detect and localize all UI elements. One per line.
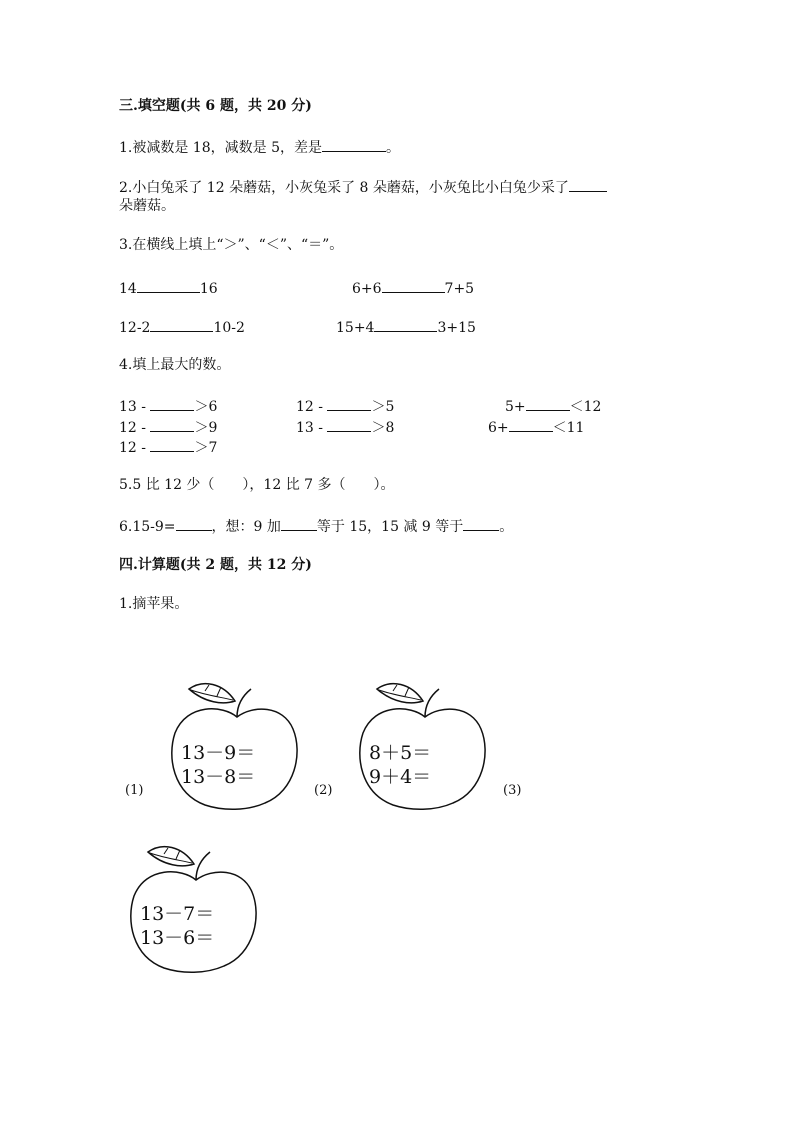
compare-item	[352, 278, 474, 298]
compare-right: 7+5	[444, 281, 475, 297]
compare-right: 3+15	[437, 320, 476, 336]
compare-right: 10-2	[213, 320, 245, 336]
apple-equation: 13－6＝	[140, 927, 215, 949]
compare-left: 15+4	[336, 320, 375, 336]
inequality-right: ＞6	[194, 399, 218, 415]
inequality-right: ＜12	[569, 399, 602, 415]
compare-item	[119, 317, 245, 337]
answer-blank[interactable]	[176, 516, 212, 531]
question-6-part3: 等于 15，15 减 9 等于	[316, 519, 464, 535]
question-2-line2: 朵蘑菇。	[119, 198, 175, 214]
compare-left: 12-2	[119, 320, 151, 336]
compare-left: 6+6	[352, 281, 382, 297]
question-1-text: 1.被减数是 18，减数是 5，差是	[119, 140, 322, 156]
answer-blank[interactable]	[150, 396, 194, 411]
inequality-left: 13 -	[119, 399, 146, 415]
answer-blank[interactable]	[569, 177, 607, 192]
question-3-title: 3.在横线上填上“＞”、“＜”、“＝”。	[119, 237, 344, 253]
inequality-right: ＞8	[371, 420, 395, 436]
inequality-left: 12 -	[119, 420, 146, 436]
question-6-part1: 6.15-9=	[119, 519, 176, 535]
inequality-item	[119, 437, 217, 457]
inequality-item	[296, 417, 394, 437]
question-2-line1	[119, 177, 607, 197]
answer-blank[interactable]	[509, 417, 553, 432]
compare-item	[119, 278, 218, 298]
question-5: 5.5 比 12 少（ ），12 比 7 多（ ）。	[119, 477, 395, 493]
answer-blank[interactable]	[374, 317, 437, 332]
inequality-item	[488, 417, 584, 437]
apple-equation: 8＋5＝	[369, 742, 432, 764]
answer-blank[interactable]	[281, 516, 317, 531]
apple-illustration	[353, 675, 493, 815]
question-6-part4: 。	[499, 519, 514, 535]
question-6-part2: ，想：9 加	[211, 519, 281, 535]
answer-blank[interactable]	[382, 278, 445, 293]
answer-blank[interactable]	[150, 317, 213, 332]
inequality-right: ＞9	[194, 420, 218, 436]
inequality-right: ＞5	[371, 399, 395, 415]
inequality-left: 12 -	[296, 399, 323, 415]
inequality-left: 5+	[505, 399, 526, 415]
compare-item	[336, 317, 476, 337]
inequality-item	[119, 396, 217, 416]
section4-heading: 四.计算题(共 2 题，共 12 分)	[119, 557, 312, 573]
answer-blank[interactable]	[150, 437, 194, 452]
apple-equation: 13－9＝	[181, 742, 256, 764]
inequality-item	[296, 396, 394, 416]
apple-illustration	[165, 675, 305, 815]
section4-question-1-title: 1.摘苹果。	[119, 596, 189, 612]
inequality-left: 12 -	[119, 440, 146, 456]
inequality-item	[505, 396, 601, 416]
answer-blank[interactable]	[322, 137, 386, 152]
section3-heading: 三.填空题(共 6 题，共 20 分)	[119, 98, 312, 114]
inequality-right: ＜11	[552, 420, 585, 436]
answer-blank[interactable]	[526, 396, 570, 411]
inequality-right: ＞7	[194, 440, 218, 456]
question-6	[119, 516, 513, 536]
answer-blank[interactable]	[137, 278, 200, 293]
question-2-text: 2.小白兔采了 12 朵蘑菇，小灰兔采了 8 朵蘑菇，小灰兔比小白兔少采了	[119, 180, 569, 196]
inequality-item	[119, 417, 217, 437]
apple-label: (1)	[125, 783, 144, 798]
compare-left: 14	[119, 281, 137, 297]
answer-blank[interactable]	[327, 396, 371, 411]
apple-illustration	[124, 838, 264, 978]
compare-right: 16	[199, 281, 218, 297]
answer-blank[interactable]	[463, 516, 499, 531]
question-1-end: 。	[385, 140, 400, 156]
answer-blank[interactable]	[150, 417, 194, 432]
apple-equation: 13－8＝	[181, 766, 256, 788]
apple-label: (3)	[503, 783, 522, 798]
answer-blank[interactable]	[327, 417, 371, 432]
inequality-left: 13 -	[296, 420, 323, 436]
apple-label: (2)	[314, 783, 333, 798]
question-4-title: 4.填上最大的数。	[119, 357, 231, 373]
question-1	[119, 137, 400, 157]
apple-equation: 9＋4＝	[369, 766, 432, 788]
inequality-left: 6+	[488, 420, 509, 436]
apple-equation: 13－7＝	[140, 903, 215, 925]
